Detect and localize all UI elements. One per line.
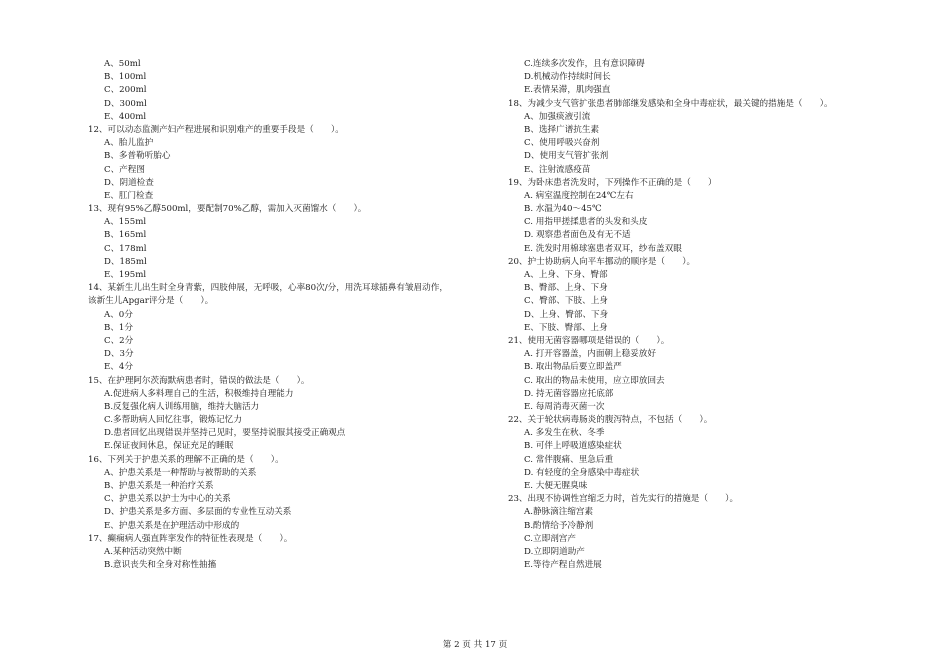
answer-option: B、臀部、上身、下身 [524,283,608,294]
answer-option: E、肛门检查 [104,190,154,201]
answer-option: A. 病室温度控制在24℃左右 [524,190,634,201]
answer-option: E. 大便无腥臭味 [524,481,588,491]
answer-option: B. 可伴上呼吸道感染症状 [524,441,622,452]
question-text: 23、出现不协调性宫缩乏力时，首先实行的措施是（ ）。 [508,494,739,505]
answer-option: D、上身、臀部、下身 [524,309,609,320]
answer-option: C.多帮助病人回忆往事，锻炼记忆力 [104,415,242,426]
answer-option: E. 洗发时用棉球塞患者双耳，纱布盖双眼 [524,243,682,254]
answer-option: B. 取出物品后要立即盖严 [524,362,622,373]
answer-option: C. 常伴腹痛、里急后重 [524,454,614,465]
answer-option: E、400ml [104,111,147,122]
answer-option: E. 每周消毒灭菌一次 [524,401,605,412]
question-text: 16、下列关于护患关系的理解不正确的是（ ）。 [88,454,284,465]
question-text: 22、关于轮状病毒肠炎的腹泻特点，不包括（ ）。 [508,415,713,426]
answer-option: E、195ml [104,270,147,280]
answer-option: D.患者回忆出现错误并坚持己见时，要坚持说服其接受正确观点 [104,428,346,439]
answer-option: D. 观察患者面色及有无不适 [524,230,631,241]
answer-option: A、胎儿监护 [104,138,154,149]
answer-option: D.机械动作持续时间长 [524,72,611,83]
question-text: 19、为卧床患者洗发时，下列操作不正确的是（ ） [508,177,717,188]
answer-option: C.连续多次发作，且有意识障碍 [524,59,645,69]
answer-option: B、选择广谱抗生素 [524,124,600,135]
answer-option: A、50ml [104,59,141,69]
answer-option: D.立即阴道助产 [524,546,585,557]
answer-option: A、0分 [104,309,133,320]
answer-option: B、165ml [104,230,147,241]
answer-option: D. 有轻度的全身感染中毒症状 [524,467,640,478]
question-text: 该新生儿Apgar评分是（ ）。 [88,296,214,307]
answer-option: C、臀部、下肢、上身 [524,296,608,307]
answer-option: A. 多发生在秋、冬季 [524,428,605,439]
question-text: 21、使用无菌容器哪项是错误的（ ）。 [508,335,670,346]
answer-option: B、多普勒听胎心 [104,151,171,162]
answer-option: D、185ml [104,256,147,267]
answer-option: C. 用指甲搓揉患者的头发和头皮 [524,217,648,228]
answer-option: A、上身、下身、臀部 [524,270,608,280]
answer-option: E、注射流感疫苗 [524,164,591,175]
answer-option: B.反复强化病人训练用脑，维持大脑活力 [104,401,260,412]
answer-option: C.立即剖宫产 [524,533,576,544]
answer-option: B. 水温为40～45℃ [524,204,602,215]
question-text: 18、为减少支气管扩张患者肺部继发感染和全身中毒症状，最关键的措施是（ ）。 [508,98,833,109]
left-column [88,58,493,572]
answer-option: E.等待产程自然进展 [524,560,602,571]
question-text: 15、在护理阿尔茨海默病患者时，错误的做法是（ ）。 [88,375,310,386]
answer-option: C、200ml [104,85,147,96]
question-text: 20、护士协助病人向平车挪动的顺序是（ ）。 [508,256,696,267]
answer-option: A. 打开容器盖，内面朝上稳妥放好 [524,349,656,360]
answer-option: D、300ml [104,98,147,109]
answer-option: E.保证夜间休息，保证充足的睡眠 [104,441,234,452]
answer-option: A、155ml [104,217,147,228]
answer-option: C. 取出的物品未使用，应立即放回去 [524,375,665,386]
question-text: 13、现有95%乙醇500ml，要配制70%乙醇，需加入灭菌馏水（ ）。 [88,204,367,215]
answer-option: D. 持无菌容器应托底部 [524,388,614,399]
answer-option: A.某种活动突然中断 [104,546,182,557]
answer-option: E、4分 [104,362,133,373]
answer-option: D、使用支气管扩张剂 [524,151,609,162]
answer-option: D、3分 [104,349,134,360]
answer-option: B.意识丧失和全身对称性抽搐 [104,560,217,571]
answer-option: A、护患关系是一种帮助与被帮助的关系 [104,467,257,478]
answer-option: A、加强痰液引流 [524,111,591,122]
answer-option: C、护患关系以护士为中心的关系 [104,494,231,505]
answer-option: D、护患关系是多方面、多层面的专业性互动关系 [104,507,292,518]
answer-option: C、2分 [104,335,134,346]
answer-option: E、护患关系是在护理活动中形成的 [104,520,240,531]
answer-option: C、产程图 [104,164,145,175]
question-text: 14、某新生儿出生时全身青紫，四肢伸展，无呼吸，心率80次/分，用洗耳球插鼻有皱眉动作， [88,283,448,294]
right-column [508,58,908,572]
question-text: 12、可以动态监测产妇产程进展和识别难产的重要手段是（ ）。 [88,124,344,135]
answer-option: B、护患关系是一种治疗关系 [104,481,214,491]
answer-option: C、使用呼吸兴奋剂 [524,138,600,149]
answer-option: E.表情呆滞，肌肉强直 [524,85,611,96]
question-text: 17、癫痫病人强直阵挛发作的特征性表现是（ ）。 [88,533,293,544]
answer-option: B、1分 [104,322,133,333]
answer-option: D、阴道检查 [104,177,154,188]
answer-option: E、下肢、臀部、上身 [524,322,608,333]
answer-option: A.促进病人多料理自己的生活，积极维持自理能力 [104,388,294,399]
answer-option: B.酌情给予冷静剂 [524,520,594,531]
answer-option: A.静脉滴注缩宫素 [524,507,594,518]
answer-option: B、100ml [104,72,147,83]
answer-option: C、178ml [104,243,147,254]
page-footer: 第 2 页 共 17 页 [442,640,508,650]
